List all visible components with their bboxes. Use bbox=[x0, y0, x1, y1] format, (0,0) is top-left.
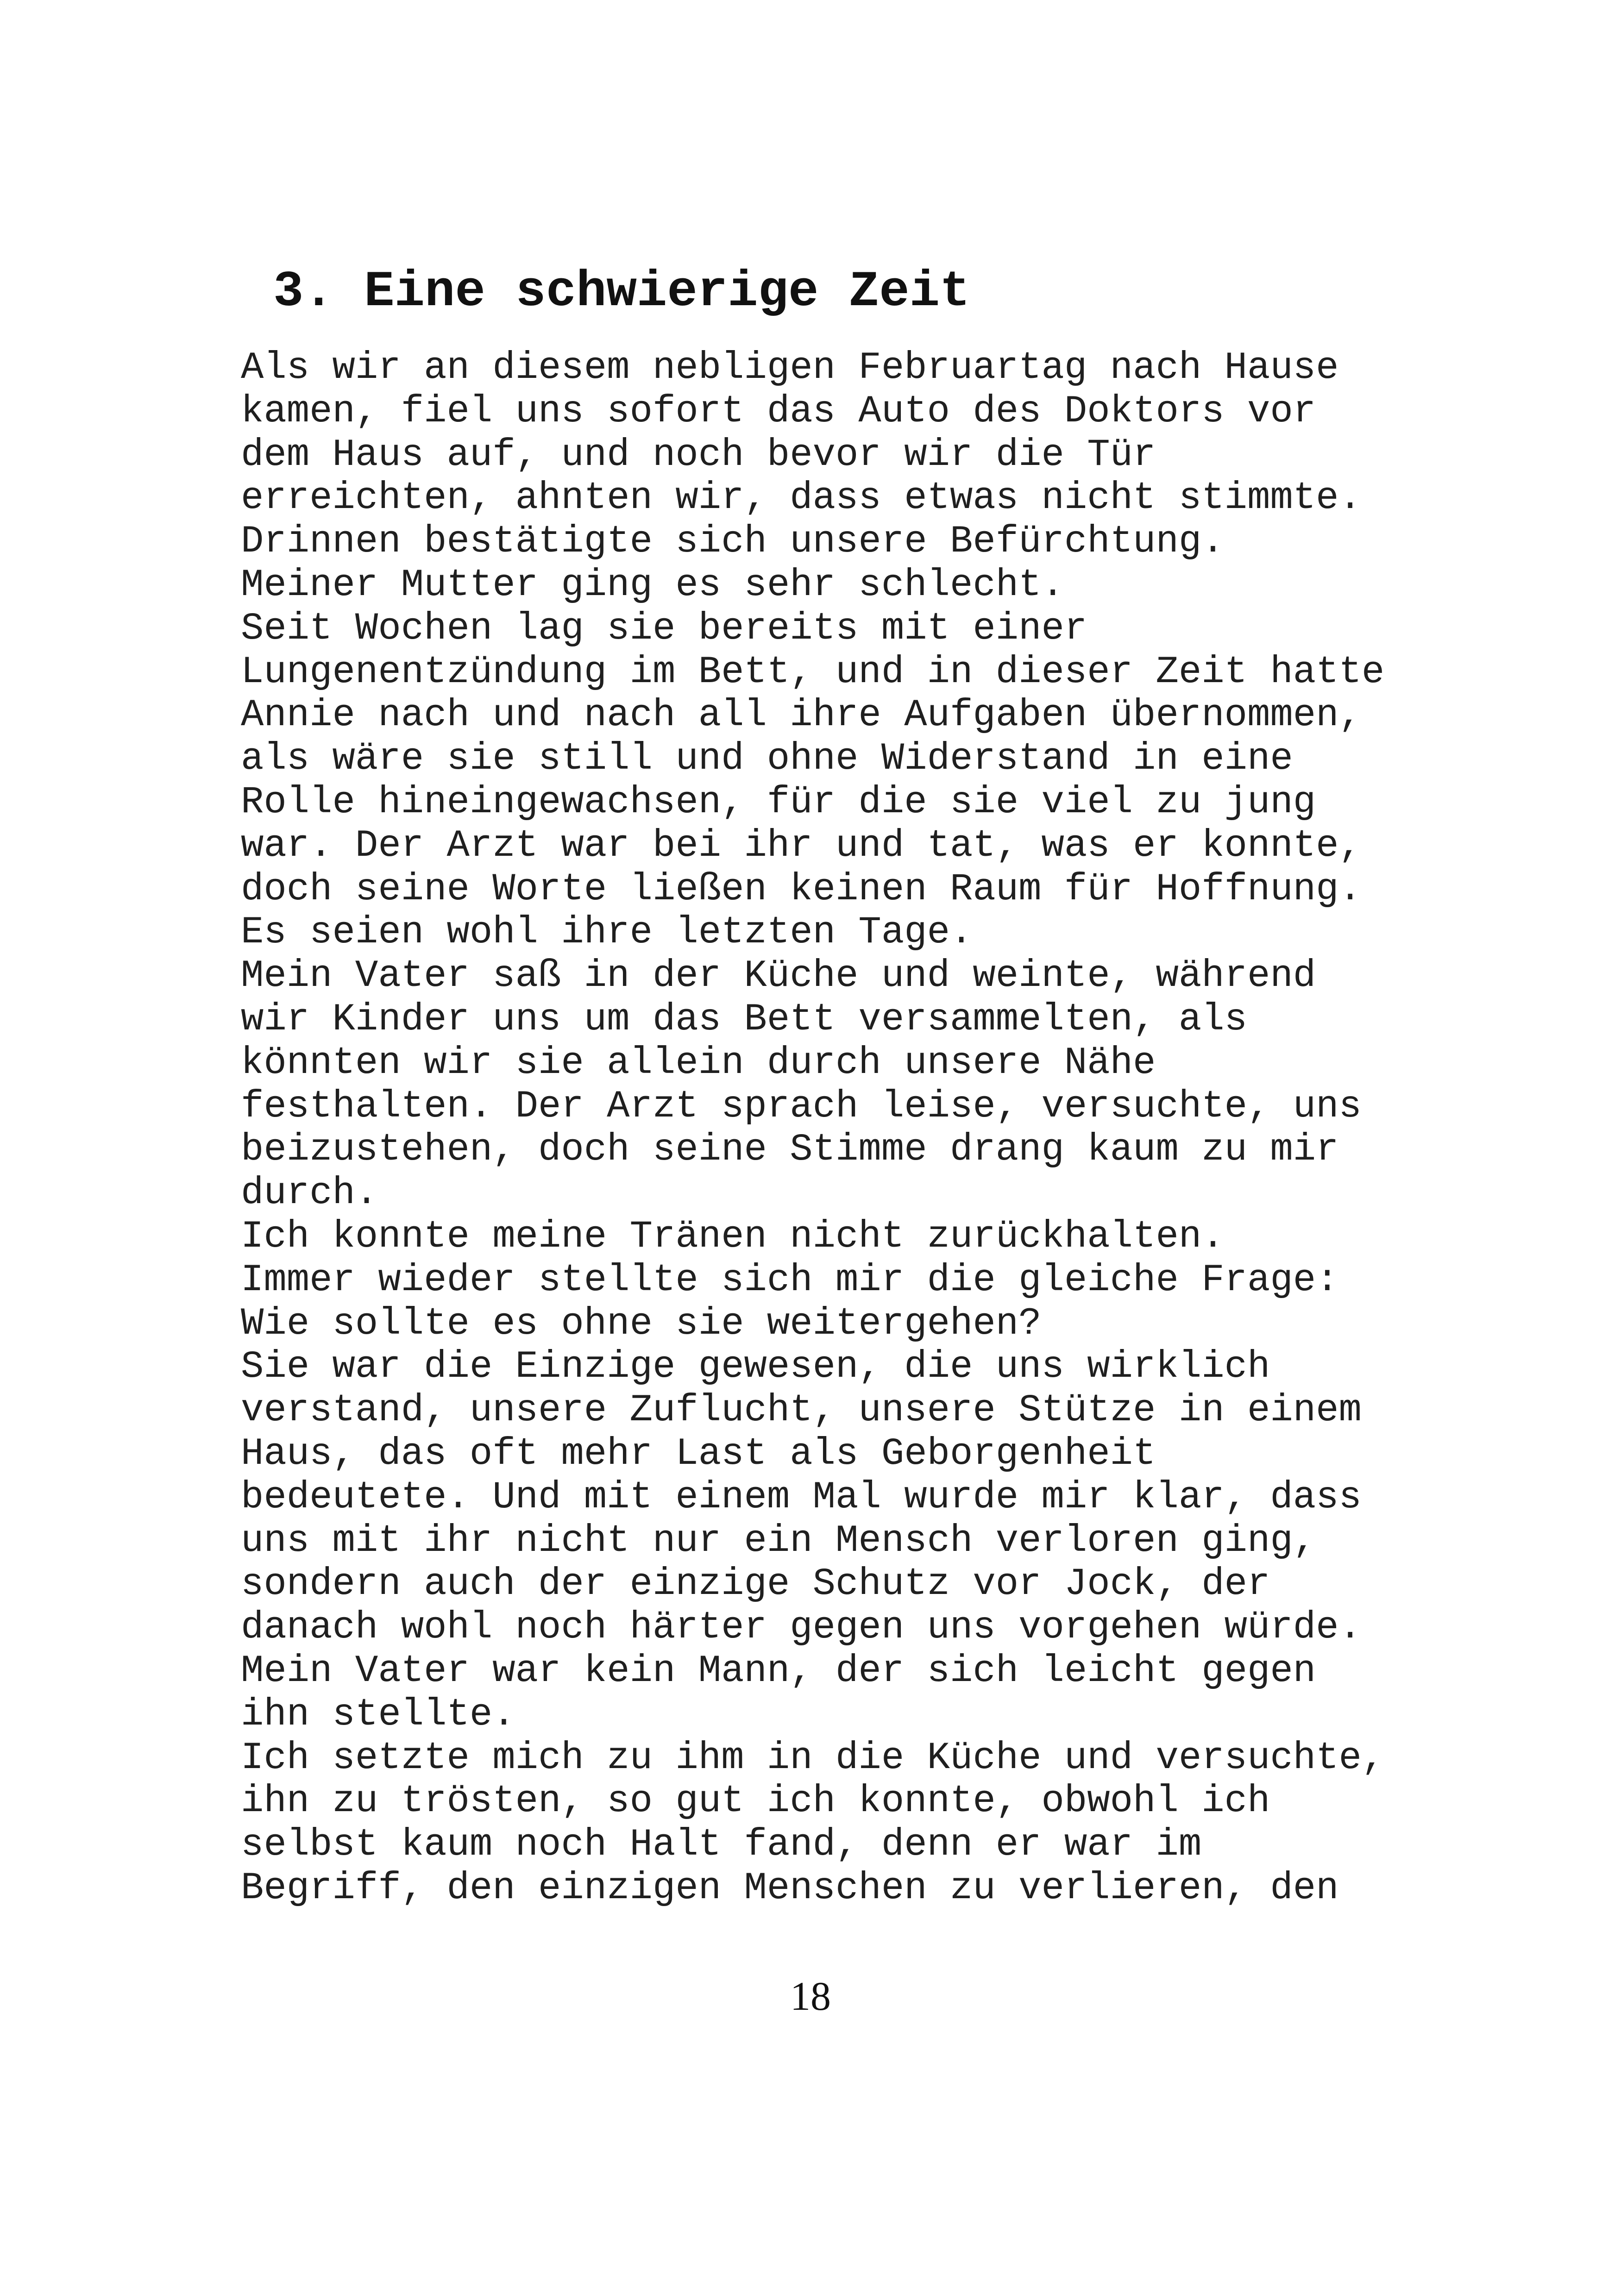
text-line: als wäre sie still und ohne Widerstand in eine bbox=[241, 737, 1293, 781]
text-line: Sie war die Einzige gewesen, die uns wirklich bbox=[241, 1345, 1270, 1389]
text-line: Mein Vater war kein Mann, der sich leicht gegen bbox=[241, 1649, 1316, 1693]
text-line: Mein Vater saß in der Küche und weinte, während bbox=[241, 954, 1316, 998]
text-line: verstand, unsere Zuflucht, unsere Stütze in einem bbox=[241, 1388, 1362, 1432]
text-line: Wie sollte es ohne sie weitergehen? bbox=[241, 1301, 1042, 1345]
text-line: erreichten, ahnten wir, dass etwas nicht stimmte. bbox=[241, 476, 1362, 520]
text-line: danach wohl noch härter gegen uns vorgehen würde. bbox=[241, 1606, 1362, 1650]
chapter-title: 3. Eine schwierige Zeit bbox=[273, 263, 970, 320]
body-text bbox=[241, 346, 1384, 1910]
text-line: beizustehen, doch seine Stimme drang kaum zu mir bbox=[241, 1128, 1339, 1172]
text-line: durch. bbox=[241, 1171, 378, 1215]
text-line: Lungenentzündung im Bett, und in dieser Zeit hatte bbox=[241, 650, 1385, 694]
text-line: ihn stellte. bbox=[241, 1692, 515, 1736]
text-line: kamen, fiel uns sofort das Auto des Doktors vor bbox=[241, 389, 1316, 433]
text-line: war. Der Arzt war bei ihr und tat, was er konnte, bbox=[241, 823, 1362, 867]
text-line: sondern auch der einzige Schutz vor Jock, der bbox=[241, 1562, 1270, 1606]
text-line: festhalten. Der Arzt sprach leise, versuchte, uns bbox=[241, 1084, 1362, 1128]
text-line: Seit Wochen lag sie bereits mit einer bbox=[241, 606, 1087, 650]
text-line: Immer wieder stellte sich mir die gleiche Frage: bbox=[241, 1258, 1339, 1302]
text-line: bedeutete. Und mit einem Mal wurde mir klar, dass bbox=[241, 1475, 1362, 1519]
text-line: dem Haus auf, und noch bevor wir die Tür bbox=[241, 433, 1156, 477]
text-line: selbst kaum noch Halt fand, denn er war im bbox=[241, 1823, 1202, 1867]
text-line: Drinnen bestätigte sich unsere Befürchtung. bbox=[241, 520, 1225, 564]
text-line: Als wir an diesem nebligen Februartag nach Hause bbox=[241, 346, 1339, 389]
text-line: Rolle hineingewachsen, für die sie viel zu jung bbox=[241, 780, 1316, 824]
text-line: ihn zu trösten, so gut ich konnte, obwohl ich bbox=[241, 1779, 1270, 1823]
text-line: Ich setzte mich zu ihm in die Küche und versuchte, bbox=[241, 1736, 1385, 1780]
text-line: doch seine Worte ließen keinen Raum für Hoffnung. bbox=[241, 867, 1362, 911]
text-line: Meiner Mutter ging es sehr schlecht. bbox=[241, 563, 1064, 607]
text-line: wir Kinder uns um das Bett versammelten, als bbox=[241, 997, 1247, 1041]
text-line: Es seien wohl ihre letzten Tage. bbox=[241, 910, 973, 954]
text-line: Ich konnte meine Tränen nicht zurückhalten. bbox=[241, 1214, 1225, 1258]
text-line: könnten wir sie allein durch unsere Nähe bbox=[241, 1041, 1156, 1085]
text-line: Begriff, den einzigen Menschen zu verlieren, den bbox=[241, 1866, 1339, 1910]
text-line: uns mit ihr nicht nur ein Mensch verloren ging, bbox=[241, 1518, 1316, 1562]
text-line: Annie nach und nach all ihre Aufgaben übernommen, bbox=[241, 693, 1362, 737]
text-line: Haus, das oft mehr Last als Geborgenheit bbox=[241, 1431, 1156, 1475]
page-number: 18 bbox=[790, 1974, 831, 2019]
